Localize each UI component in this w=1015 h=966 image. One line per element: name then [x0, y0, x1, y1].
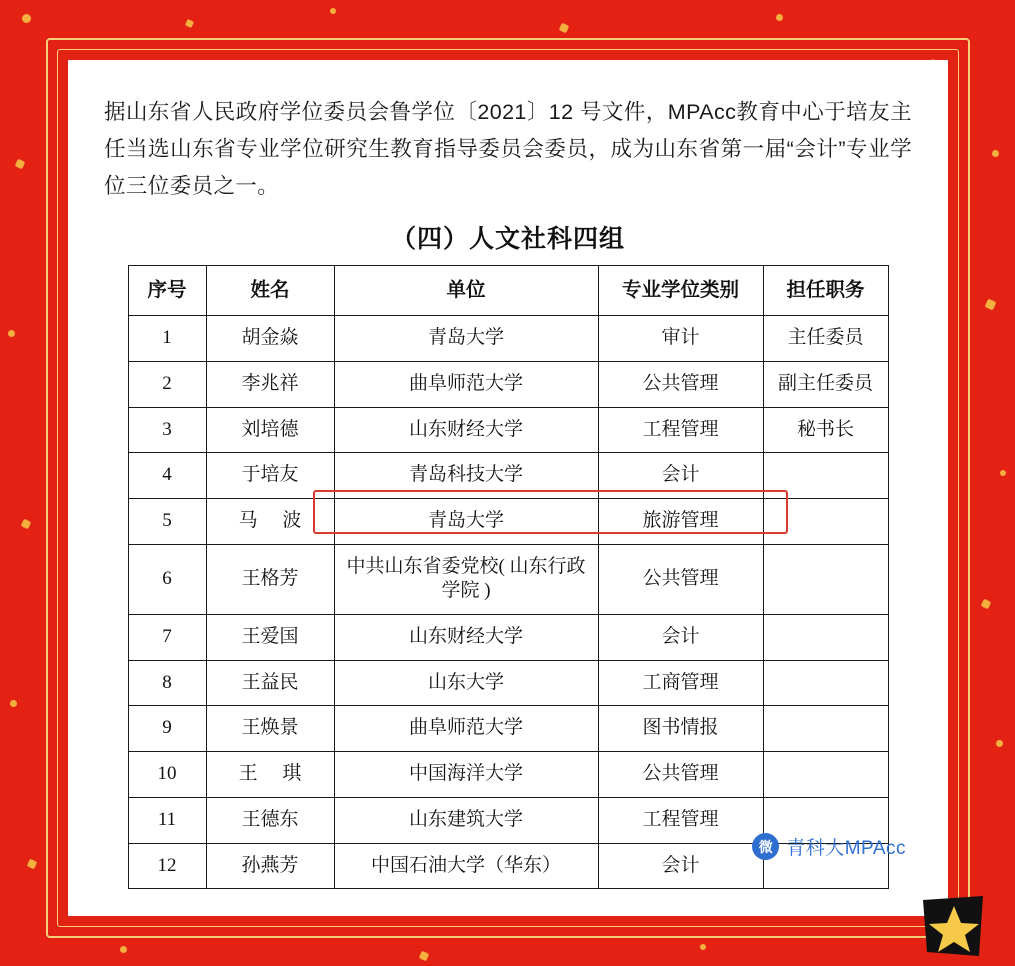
cell-name: 王益民 — [206, 660, 334, 706]
decor-speck — [22, 14, 31, 23]
cell-name: 王爱国 — [206, 615, 334, 661]
decor-speck — [985, 299, 997, 311]
table-row — [128, 706, 888, 752]
table-row — [128, 316, 888, 362]
cell-duty — [763, 615, 888, 661]
decor-speck — [700, 944, 706, 950]
cell-duty — [763, 499, 888, 545]
table-row — [128, 361, 888, 407]
cell-org: 曲阜师范大学 — [334, 361, 598, 407]
table-row — [128, 499, 888, 545]
gold-outer-frame — [46, 38, 970, 938]
cell-type: 公共管理 — [598, 752, 763, 798]
cell-no: 12 — [128, 843, 206, 889]
decor-speck — [996, 740, 1003, 747]
cell-org: 山东财经大学 — [334, 615, 598, 661]
decor-speck — [992, 150, 999, 157]
cell-org: 山东大学 — [334, 660, 598, 706]
cell-name: 李兆祥 — [206, 361, 334, 407]
cell-org: 山东财经大学 — [334, 407, 598, 453]
decor-speck — [330, 8, 336, 14]
cell-org: 中国石油大学（华东） — [334, 843, 598, 889]
decor-speck — [1000, 470, 1006, 476]
cell-type: 图书情报 — [598, 706, 763, 752]
cell-type: 公共管理 — [598, 544, 763, 614]
cell-no: 1 — [128, 316, 206, 362]
cell-org: 山东建筑大学 — [334, 797, 598, 843]
cell-org: 曲阜师范大学 — [334, 706, 598, 752]
cell-duty: 主任委员 — [763, 316, 888, 362]
document-paper — [68, 60, 948, 916]
cell-duty: 副主任委员 — [763, 361, 888, 407]
cell-org: 中共山东省委党校( 山东行政学院 ) — [334, 544, 598, 614]
cell-no: 5 — [128, 499, 206, 545]
cell-duty — [763, 453, 888, 499]
cell-duty — [763, 660, 888, 706]
decor-speck — [185, 19, 194, 28]
cell-duty — [763, 706, 888, 752]
decor-speck — [120, 946, 127, 953]
cell-name: 王 琪 — [206, 752, 334, 798]
decor-speck — [981, 599, 992, 610]
wechat-badge-icon: 微 — [752, 833, 779, 860]
cell-no: 9 — [128, 706, 206, 752]
cell-type: 公共管理 — [598, 361, 763, 407]
cell-name: 王格芳 — [206, 544, 334, 614]
cell-name: 王焕景 — [206, 706, 334, 752]
cell-type: 会计 — [598, 843, 763, 889]
decor-speck — [10, 700, 17, 707]
table-row — [128, 615, 888, 661]
decor-speck — [15, 159, 26, 170]
cell-duty — [763, 544, 888, 614]
table-row — [128, 752, 888, 798]
cell-no: 3 — [128, 407, 206, 453]
decor-speck — [419, 951, 430, 962]
cell-no: 7 — [128, 615, 206, 661]
cell-name: 于培友 — [206, 453, 334, 499]
cell-name: 孙燕芳 — [206, 843, 334, 889]
cell-type: 工商管理 — [598, 660, 763, 706]
cell-type: 审计 — [598, 316, 763, 362]
cell-type: 会计 — [598, 453, 763, 499]
cell-no: 10 — [128, 752, 206, 798]
cell-org: 青岛科技大学 — [334, 453, 598, 499]
watermark-label: 青科大MPAcc — [786, 838, 906, 859]
cell-org: 青岛大学 — [334, 499, 598, 545]
cell-name: 马 波 — [206, 499, 334, 545]
table-title: （四）人文社科四组 — [390, 225, 625, 253]
cell-duty — [763, 752, 888, 798]
cell-org: 中国海洋大学 — [334, 752, 598, 798]
committee-member-table — [128, 265, 889, 889]
cell-no: 4 — [128, 453, 206, 499]
decor-speck — [559, 23, 570, 34]
cell-no: 8 — [128, 660, 206, 706]
table-row-highlighted — [128, 453, 888, 499]
star-sticker-icon — [919, 894, 989, 960]
cell-name: 王德东 — [206, 797, 334, 843]
decor-speck — [21, 519, 32, 530]
cell-type: 会计 — [598, 615, 763, 661]
column-header-no: 序号 — [128, 265, 206, 315]
cell-duty: 秘书长 — [763, 407, 888, 453]
decor-speck — [27, 859, 38, 870]
table-header-row — [128, 265, 888, 315]
intro-paragraph: 据山东省人民政府学位委员会鲁学位〔2021〕12 号文件，MPAcc教育中心于培友主任当选山东省专业学位研究生教育指导委员会委员，成为山东省第一届“会计”专业学位三位委员之一。 — [104, 100, 912, 198]
cell-type: 工程管理 — [598, 797, 763, 843]
column-header-type: 专业学位类别 — [598, 265, 763, 315]
cell-name: 胡金焱 — [206, 316, 334, 362]
column-header-org: 单位 — [334, 265, 598, 315]
cell-no: 11 — [128, 797, 206, 843]
column-header-duty: 担任职务 — [763, 265, 888, 315]
watermark-logo — [752, 833, 906, 860]
decor-speck — [8, 330, 15, 337]
cell-type: 工程管理 — [598, 407, 763, 453]
table-row — [128, 660, 888, 706]
decor-speck — [776, 14, 783, 21]
table-row — [128, 407, 888, 453]
cell-name: 刘培德 — [206, 407, 334, 453]
cell-type: 旅游管理 — [598, 499, 763, 545]
cell-org: 青岛大学 — [334, 316, 598, 362]
column-header-name: 姓名 — [206, 265, 334, 315]
gold-inner-frame — [57, 49, 959, 927]
table-row — [128, 544, 888, 614]
cell-no: 6 — [128, 544, 206, 614]
cell-no: 2 — [128, 361, 206, 407]
